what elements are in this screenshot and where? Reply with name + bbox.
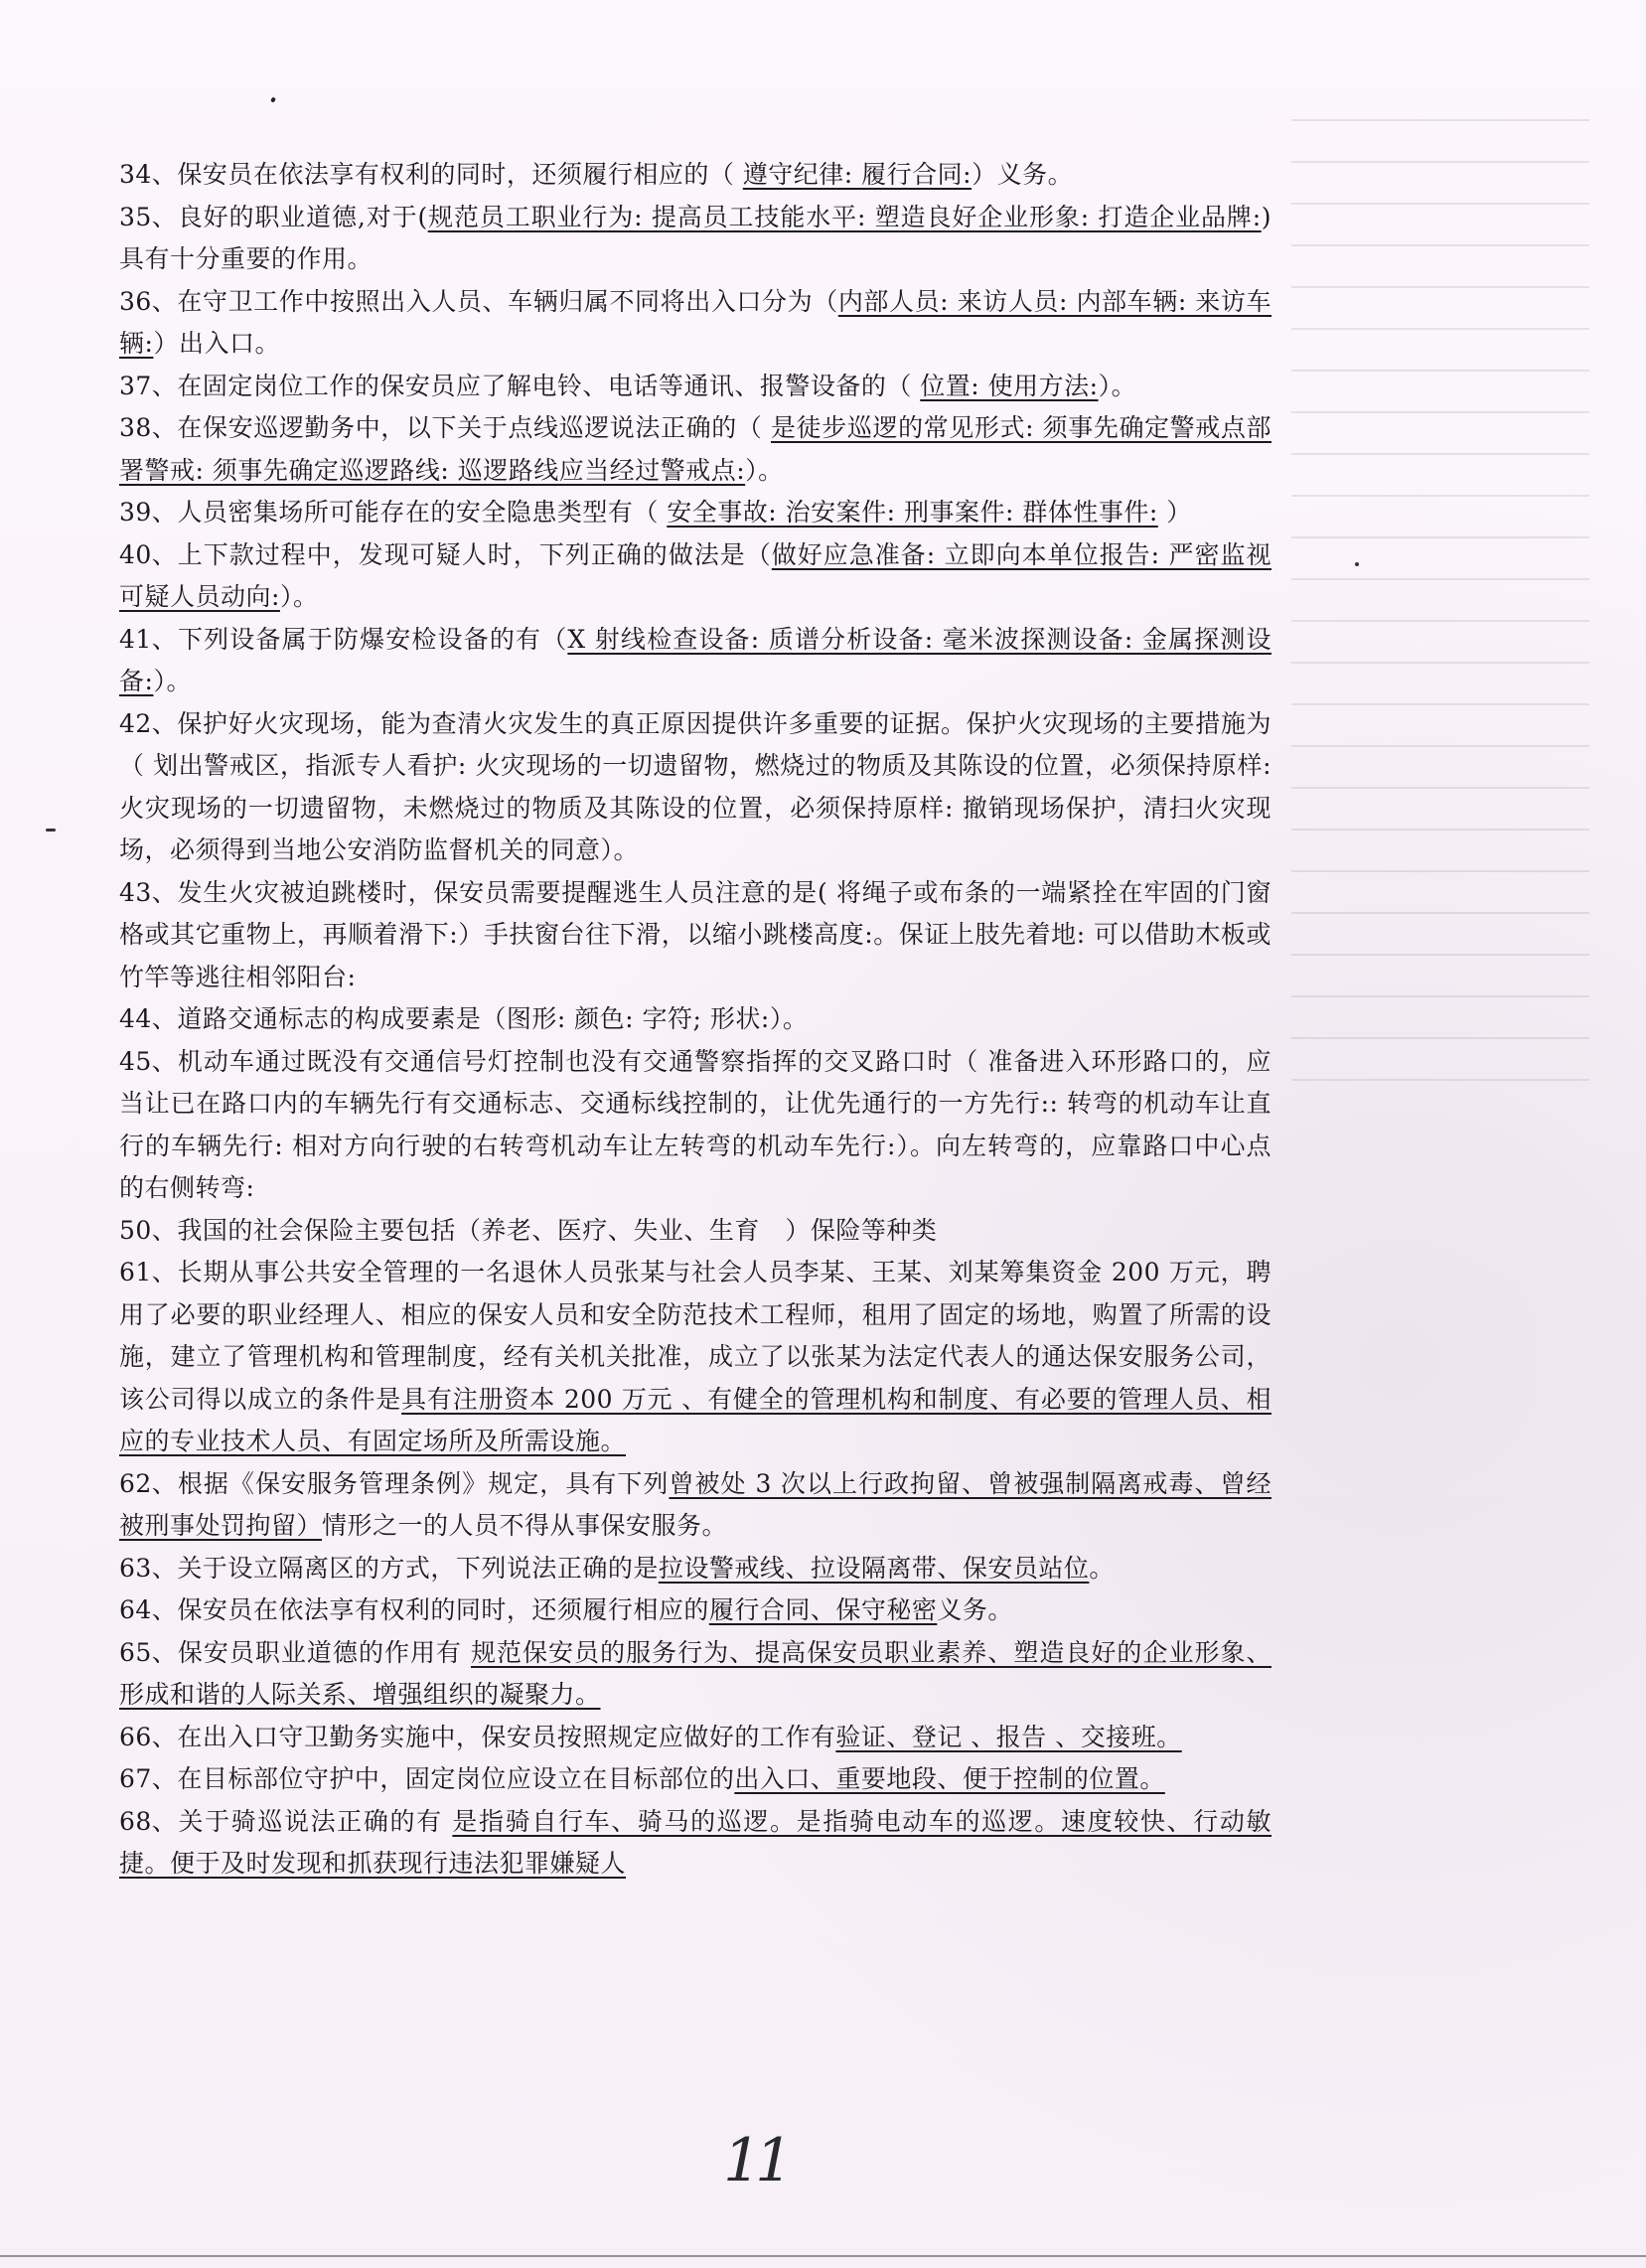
question-item <box>119 1632 1272 1717</box>
question-tail: ）。 <box>153 667 192 695</box>
question-number: 41、 <box>119 624 178 654</box>
question-text: 在目标部位守护中，固定岗位应设立在目标部位的 <box>177 1764 735 1793</box>
question-text: 我国的社会保险主要包括（养老、医疗、失业、生育 ）保险等种类 <box>177 1215 938 1245</box>
question-number: 39、 <box>119 498 178 527</box>
question-item <box>119 1252 1272 1463</box>
question-tail: ）。 <box>279 582 319 611</box>
stray-dash <box>46 829 56 832</box>
answer-text: 曾被处 3 次以上行政拘留、曾被强制隔离戒毒、曾经被刑事处罚拘留） <box>119 1468 1272 1540</box>
question-tail: ）义务。 <box>972 160 1074 189</box>
question-tail: ）出入口。 <box>153 329 280 358</box>
answer-text: 是徒步巡逻的常见形式: 须事先确定警戒点部署警戒: 须事先确定巡逻路线: 巡逻路线应当经过警戒点: <box>119 413 1272 485</box>
question-number: 67、 <box>119 1764 178 1793</box>
answer-text: X 射线检查设备: 质谱分析设备: 毫米波探测设备: 金属探测设备: <box>119 624 1272 695</box>
question-item <box>119 1589 1272 1632</box>
question-item <box>119 366 1272 408</box>
question-text: 保安员职业道德的作用有 <box>177 1637 471 1667</box>
answer-text: 履行合同、保守秘密 <box>708 1595 938 1624</box>
question-tail: 情形之一的人员不得从事保安服务。 <box>322 1511 728 1540</box>
question-text: 长期从事公共安全管理的一名退休人员张某与社会人员李某、王某、刘某筹集资金 200 万元，聘用了必要的职业经理人、相应的保安人员和安全防范技术工程师，租用了固定的场地，购置了所需的设施，建立了管理机构和管理制度，经有关机关批准，成立了以张某为法定代表人的通达保安服务公司，该公司得以成立的条件是 <box>119 1258 1272 1414</box>
bleed-through-marks <box>1291 119 1589 1510</box>
question-item <box>119 1717 1272 1759</box>
question-number: 68、 <box>119 1806 178 1836</box>
answer-text: 拉设警戒线、拉设隔离带、保安员站位 <box>658 1553 1090 1583</box>
question-text: 关于骑巡说法正确的有 <box>177 1806 453 1836</box>
question-text: 保护好火灾现场，能为查清火灾发生的真正原因提供许多重要的证据。保护火灾现场的主要措施为（ 划出警戒区，指派专人看护: 火灾现场的一切遗留物，燃烧过的物质及其陈设的位置，必须保持原样: 火灾现场的一切遗留物，未燃烧过的物质及其陈设的位置，必须保持原样: 撤销现场保护，清扫火灾现场，必须得到当地公安消防监督机关的同意）。 <box>119 708 1272 864</box>
question-number: 40、 <box>119 539 178 569</box>
question-item <box>119 281 1272 366</box>
question-item <box>119 1548 1272 1590</box>
question-text: 在固定岗位工作的保安员应了解电铃、电话等通讯、报警设备的（ <box>177 371 921 400</box>
question-number: 43、 <box>119 877 178 907</box>
question-item <box>119 197 1272 281</box>
answer-text: 做好应急准备: 立即向本单位报告: 严密监视可疑人员动向: <box>119 539 1272 611</box>
question-tail: 。 <box>1089 1553 1115 1583</box>
question-item <box>119 1463 1272 1548</box>
question-number: 37、 <box>119 371 178 400</box>
question-number: 65、 <box>119 1637 178 1667</box>
question-item <box>119 154 1272 197</box>
question-text: 道路交通标志的构成要素是（图形: 颜色: 字符; 形状:）。 <box>177 1004 809 1033</box>
stray-dot <box>1355 562 1359 566</box>
question-item <box>119 1210 1272 1253</box>
answer-text: 遵守纪律: 履行合同: <box>742 160 973 189</box>
answer-text: 内部人员: 来访人员: 内部车辆: 来访车辆: <box>119 286 1272 358</box>
question-text: 机动车通过既没有交通信号灯控制也没有交通警察指挥的交叉路口时（ 准备进入环形路口的，应当让已在路口内的车辆先行有交通标志、交通标线控制的，让优先通行的一方先行:: 转弯的机动车让直行的车辆先行: 相对方向行驶的右转弯机动车让左转弯的机动车先行:）。向左转弯的，应靠路口中心点的右侧转弯: <box>119 1046 1272 1202</box>
question-text: 保安员在依法享有权利的同时，还须履行相应的 <box>177 1595 709 1624</box>
answer-text: 位置: 使用方法: <box>920 371 1099 400</box>
question-text: 在保安巡逻勤务中，以下关于点线巡逻说法正确的（ <box>177 413 772 442</box>
question-text: 关于设立隔离区的方式，下列说法正确的是 <box>177 1553 659 1583</box>
question-text: 上下款过程中，发现可疑人时，下列正确的做法是（ <box>177 539 772 569</box>
question-number: 34、 <box>119 160 178 189</box>
question-number: 50、 <box>119 1215 178 1245</box>
question-list <box>119 154 1272 1886</box>
page-bottom-edge <box>0 2255 1646 2257</box>
question-text: 在守卫工作中按照出入人员、车辆归属不同将出入口分为（ <box>177 286 838 316</box>
question-number: 42、 <box>119 708 178 738</box>
question-number: 44、 <box>119 1004 178 1033</box>
question-item <box>119 534 1272 619</box>
question-item <box>119 998 1272 1041</box>
answer-text: 是指骑自行车、骑马的巡逻。是指骑电动车的巡逻。速度较快、行动敏捷。便于及时发现和抓获现行违法犯罪嫌疑人 <box>119 1806 1272 1878</box>
question-item <box>119 1041 1272 1210</box>
answer-text: 具有注册资本 200 万元 、有健全的管理机构和制度、有必要的管理人员、相应的专业技术人员、有固定场所及所需设施。 <box>119 1384 1272 1455</box>
answer-text: 验证、登记 、报告 、交接班。 <box>835 1722 1182 1751</box>
question-number: 66、 <box>119 1722 178 1751</box>
question-number: 45、 <box>119 1046 178 1076</box>
question-text: 下列设备属于防爆安检设备的有（ <box>177 624 568 654</box>
question-tail: 义务。 <box>937 1595 1013 1624</box>
question-tail: )具有十分重要的作用。 <box>119 202 1272 273</box>
question-item <box>119 492 1272 534</box>
page-number: 11 <box>723 2126 788 2195</box>
question-item <box>119 872 1272 999</box>
question-item <box>119 1801 1272 1886</box>
question-text: 人员密集场所可能存在的安全隐患类型有（ <box>177 498 668 527</box>
answer-text: 安全事故: 治安案件: 刑事案件: 群体性事件: <box>667 498 1158 527</box>
question-item <box>119 1758 1272 1801</box>
question-item <box>119 619 1272 703</box>
question-number: 64、 <box>119 1595 178 1624</box>
question-tail: ）。 <box>745 455 784 485</box>
answer-text: 规范保安员的服务行为、提高保安员职业素养、塑造良好的企业形象、形成和谐的人际关系、增强组织的凝聚力。 <box>119 1637 1272 1709</box>
answer-text: 规范员工职业行为: 提高员工技能水平: 塑造良好企业形象: 打造企业品牌: <box>427 202 1262 231</box>
question-text: 良好的职业道德,对于( <box>177 202 428 231</box>
question-item <box>119 703 1272 872</box>
question-number: 62、 <box>119 1468 178 1498</box>
question-number: 38、 <box>119 413 178 442</box>
question-text: 保安员在依法享有权利的同时，还须履行相应的（ <box>177 160 743 189</box>
pen-mark <box>270 96 276 102</box>
question-number: 63、 <box>119 1553 178 1583</box>
question-tail: ） <box>1157 498 1192 527</box>
question-number: 35、 <box>119 202 178 231</box>
question-number: 36、 <box>119 286 178 316</box>
question-text: 发生火灾被迫跳楼时，保安员需要提醒逃生人员注意的是( 将绳子或布条的一端紧拴在牢固的门窗格或其它重物上，再顺着滑下:）手扶窗台往下滑，以缩小跳楼高度:。保证上肢先着地: 可以借助木板或竹竿等逃往相邻阳台: <box>119 877 1272 991</box>
question-text: 在出入口守卫勤务实施中，保安员按照规定应做好的工作有 <box>177 1722 836 1751</box>
answer-text: 出入口、重要地段、便于控制的位置。 <box>734 1764 1165 1793</box>
question-text: 根据《保安服务管理条例》规定，具有下列 <box>177 1468 670 1498</box>
question-number: 61、 <box>119 1258 178 1286</box>
question-item <box>119 407 1272 492</box>
question-tail: ）。 <box>1098 371 1137 400</box>
